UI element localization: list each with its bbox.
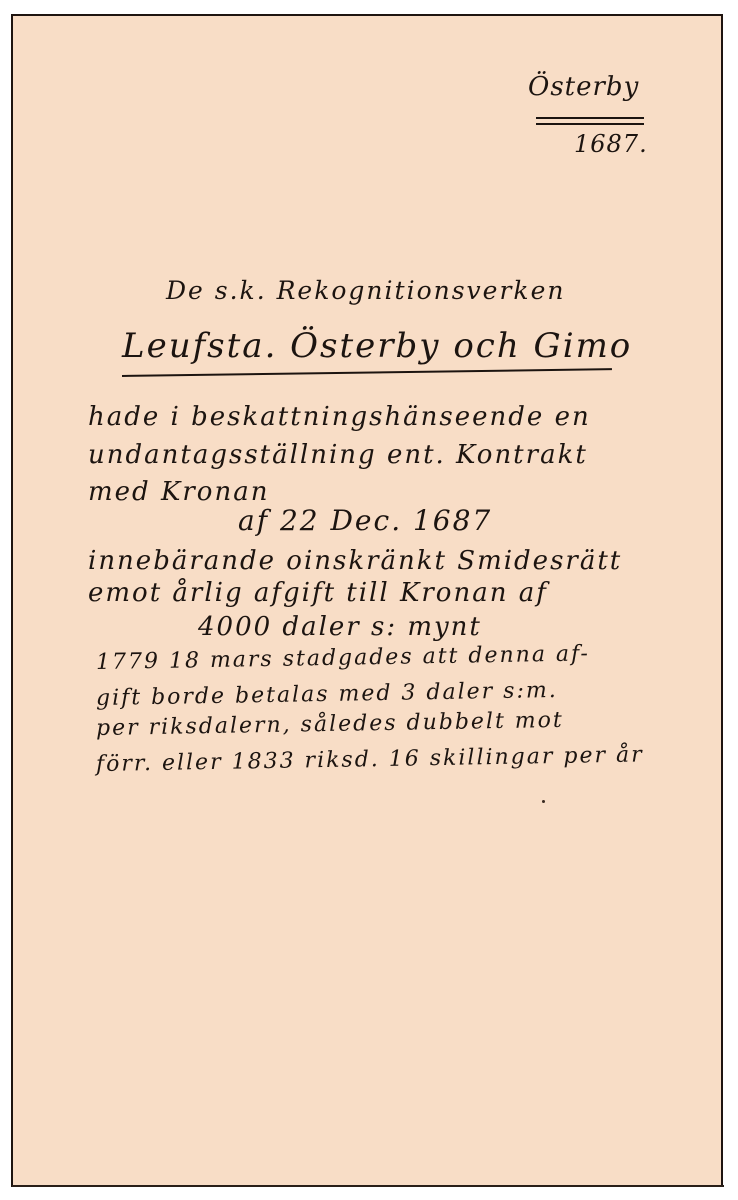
body-line: med Kronan: [88, 477, 270, 507]
body-line: hade i beskattningshänseende en: [88, 402, 591, 432]
body-line: undantagsställning ent. Kontrakt: [88, 440, 588, 470]
note-line: gift borde betalas med 3 daler s:m.: [95, 677, 558, 711]
document-title: Leufsta. Österby och Gimo: [122, 326, 633, 366]
body-line-amount: 4000 daler s: mynt: [198, 612, 482, 642]
header-double-underline-bottom: [536, 123, 644, 125]
body-line: emot årlig afgift till Kronan af: [88, 578, 548, 608]
ink-dot: [542, 800, 545, 803]
page-bottom-edge: [12, 1185, 724, 1187]
body-line: innebärande oinskränkt Smidesrätt: [88, 546, 623, 576]
header-year: 1687.: [574, 130, 648, 158]
body-line-date: af 22 Dec. 1687: [238, 504, 493, 537]
header-place-name: Österby: [528, 72, 640, 102]
intro-line: De s.k. Rekognitionsverken: [166, 276, 566, 305]
header-double-underline-top: [536, 117, 644, 119]
note-line: per riksdalern, således dubbelt mot: [95, 707, 564, 741]
note-line: förr. eller 1833 riksd. 16 skillingar per år: [95, 742, 644, 777]
note-line: 1779 18 mars stadgades att denna af-: [95, 641, 591, 675]
